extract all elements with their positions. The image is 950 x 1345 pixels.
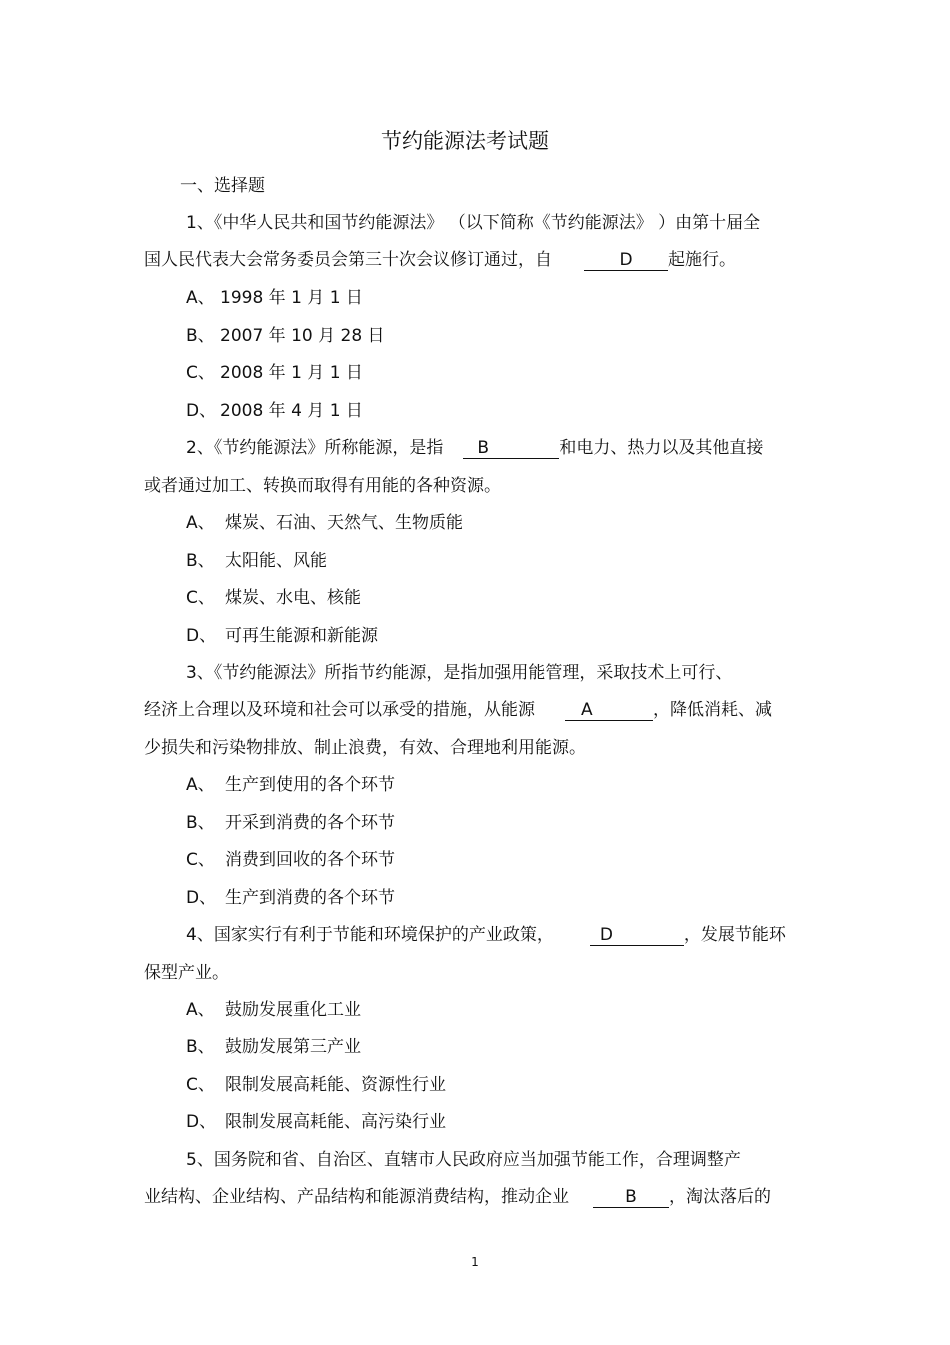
- q3-option-c: C、 消费到回收的各个环节: [186, 850, 395, 870]
- q5-line2: [144, 1185, 771, 1209]
- page-title: 节约能源法考试题: [381, 129, 549, 153]
- q3-option-d: D、 生产到消费的各个环节: [186, 888, 395, 908]
- q1-option-b: B、 2007 年 10 月 28 日: [186, 326, 385, 346]
- q2-text-post: 和电力、热力以及其他直接: [559, 438, 764, 458]
- q1-option-a: A、 1998 年 1 月 1 日: [186, 288, 363, 308]
- q1-option-d: D、 2008 年 4 月 1 日: [186, 401, 363, 421]
- q3-option-a: A、 生产到使用的各个环节: [186, 775, 395, 795]
- q1-line1: 1、《中华人民共和国节约能源法》 （以下简称《节约能源法》 ）由第十届全: [186, 213, 761, 233]
- q4-option-c: C、 限制发展高耗能、资源性行业: [186, 1075, 446, 1095]
- section-heading: 一、选择题: [180, 176, 265, 196]
- q4-line1: [186, 923, 786, 947]
- q2-line1: [186, 436, 763, 460]
- q2-option-b: B、 太阳能、风能: [186, 551, 327, 571]
- q5-answer: B: [593, 1187, 669, 1208]
- q1-option-c: C、 2008 年 1 月 1 日: [186, 363, 363, 383]
- q3-line2: [144, 698, 772, 722]
- q1-text-pre: 国人民代表大会常务委员会第三十次会议修订通过，自: [144, 250, 552, 270]
- q4-text-post: ，发展节能环: [683, 925, 786, 945]
- q5-text-pre: 业结构、企业结构、产品结构和能源消费结构，推动企业: [144, 1187, 569, 1207]
- q4-answer: D: [590, 925, 684, 946]
- q4-text-pre: 4、国家实行有利于节能和环境保护的产业政策，: [186, 925, 554, 945]
- q3-line3: 少损失和污染物排放、制止浪费，有效、合理地利用能源。: [144, 738, 586, 758]
- q2-text-pre: 2、《节约能源法》所称能源，是指: [186, 438, 444, 458]
- q3-text-pre: 经济上合理以及环境和社会可以承受的措施，从能源: [144, 700, 535, 720]
- q4-line2: 保型产业。: [144, 963, 229, 983]
- q4-option-d: D、 限制发展高耗能、高污染行业: [186, 1112, 446, 1132]
- page-number: 1: [471, 1255, 479, 1269]
- q4-option-b: B、 鼓励发展第三产业: [186, 1037, 361, 1057]
- q3-line1: 3、《节约能源法》所指节约能源，是指加强用能管理，采取技术上可行、: [186, 663, 733, 683]
- q4-option-a: A、 鼓励发展重化工业: [186, 1000, 361, 1020]
- q3-text-post: ，降低消耗、减: [653, 700, 772, 720]
- q2-option-c: C、 煤炭、水电、核能: [186, 588, 361, 608]
- q2-line2: 或者通过加工、转换而取得有用能的各种资源。: [144, 476, 501, 496]
- q5-text-post: ，淘汰落后的: [669, 1187, 771, 1207]
- q2-option-d: D、 可再生能源和新能源: [186, 626, 378, 646]
- q2-answer: B: [463, 438, 559, 459]
- q3-option-b: B、 开采到消费的各个环节: [186, 813, 395, 833]
- q1-text-post: 起施行。: [668, 250, 736, 270]
- q1-line2: [144, 248, 736, 272]
- q2-option-a: A、 煤炭、石油、天然气、生物质能: [186, 513, 463, 533]
- q1-answer: D: [584, 250, 668, 271]
- q5-line1: 5、国务院和省、自治区、直辖市人民政府应当加强节能工作，合理调整产: [186, 1150, 741, 1170]
- q3-answer: A: [565, 700, 653, 721]
